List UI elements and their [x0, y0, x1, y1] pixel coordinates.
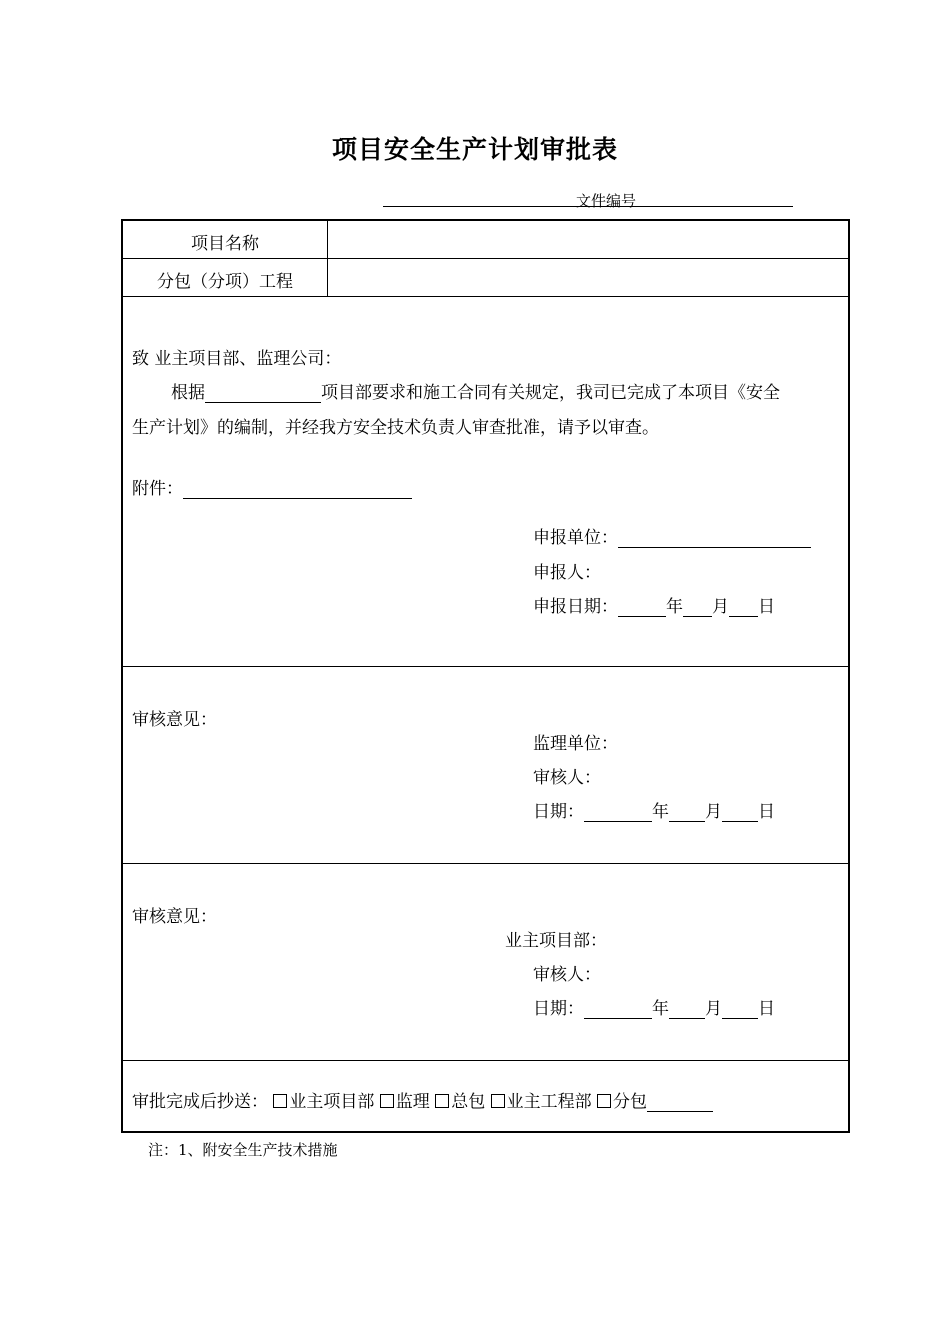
applicant-unit-label: 申报单位：	[533, 528, 618, 548]
footnote: 注：1、附安全生产技术措施	[148, 1141, 338, 1159]
owner-unit-label: 业主项目部：	[505, 931, 607, 951]
letter-body-line1	[171, 378, 780, 403]
body-prefix: 根据	[171, 383, 205, 403]
checkbox[interactable]	[435, 1094, 449, 1108]
checkbox[interactable]	[597, 1094, 611, 1108]
option-label: 业主工程部	[506, 1092, 592, 1112]
month-blank[interactable]	[669, 803, 705, 822]
supervisor-reviewer-label: 审核人：	[533, 768, 601, 788]
apply-date-line	[533, 592, 775, 617]
year-blank[interactable]	[584, 1000, 652, 1019]
row-divider	[123, 1060, 848, 1061]
applicant-person-label: 申报人：	[533, 563, 601, 583]
applicant-unit-line	[533, 523, 811, 548]
doc-number-field[interactable]	[383, 190, 793, 210]
supervisor-date-line	[533, 797, 775, 822]
owner-opinion-label: 审核意见：	[132, 907, 217, 927]
year-blank[interactable]	[584, 803, 652, 822]
month-label: 月	[712, 597, 729, 617]
project-name-field[interactable]	[329, 222, 849, 257]
letter-body-line2: 生产计划》的编制，并经我方安全技术负责人审查批准，请予以审查。	[132, 418, 659, 438]
row-divider	[123, 258, 848, 259]
day-label: 日	[758, 597, 775, 617]
subcontract-field[interactable]	[329, 260, 849, 295]
option-label: 监理	[395, 1092, 430, 1112]
day-label: 日	[758, 999, 775, 1019]
doc-number-label: 文件编号	[576, 192, 637, 210]
distribution-option-general-contractor[interactable]	[435, 1092, 485, 1112]
month-blank[interactable]	[683, 598, 712, 617]
distribution-option-owner-engineering[interactable]	[491, 1092, 592, 1112]
month-blank[interactable]	[669, 1000, 705, 1019]
subcontract-label: 分包（分项）工程	[157, 272, 293, 292]
year-label: 年	[652, 802, 669, 822]
year-label: 年	[652, 999, 669, 1019]
attachment-line	[132, 474, 412, 499]
department-blank[interactable]	[205, 384, 321, 403]
apply-date-label: 申报日期：	[533, 597, 618, 617]
distribution-option-subcontract[interactable]	[597, 1092, 713, 1112]
day-label: 日	[758, 802, 775, 822]
checkbox[interactable]	[273, 1094, 287, 1108]
date-label: 日期：	[533, 802, 584, 822]
option-label: 总包	[451, 1092, 486, 1112]
subcontract-blank[interactable]	[647, 1093, 713, 1112]
checkbox[interactable]	[380, 1094, 394, 1108]
option-label: 分包	[613, 1092, 648, 1112]
row-divider	[123, 863, 848, 864]
approval-table	[121, 219, 850, 1133]
attachment-label: 附件：	[132, 479, 183, 499]
checkbox[interactable]	[491, 1094, 505, 1108]
day-blank[interactable]	[722, 1000, 758, 1019]
date-label: 日期：	[533, 999, 584, 1019]
owner-date-line	[533, 994, 775, 1019]
supervisor-opinion-label: 审核意见：	[132, 710, 217, 730]
day-blank[interactable]	[729, 598, 758, 617]
distribution-option-supervisor[interactable]	[380, 1092, 430, 1112]
year-label: 年	[666, 597, 683, 617]
owner-reviewer-label: 审核人：	[533, 965, 601, 985]
year-blank[interactable]	[618, 598, 666, 617]
distribution-line	[132, 1087, 713, 1112]
month-label: 月	[705, 999, 722, 1019]
column-divider	[327, 221, 328, 296]
option-label: 业主项目部	[289, 1092, 375, 1112]
row-divider	[123, 666, 848, 667]
distribution-label: 审批完成后抄送：	[132, 1092, 268, 1112]
row-divider	[123, 296, 848, 297]
distribution-option-owner-dept[interactable]	[273, 1092, 374, 1112]
applicant-unit-blank[interactable]	[618, 529, 811, 548]
salutation: 致 业主项目部、监理公司：	[132, 349, 342, 369]
supervisor-unit-label: 监理单位：	[533, 734, 618, 754]
project-name-label: 项目名称	[191, 234, 259, 254]
month-label: 月	[705, 802, 722, 822]
day-blank[interactable]	[722, 803, 758, 822]
body-line1-suffix: 项目部要求和施工合同有关规定，我司已完成了本项目《安全	[321, 383, 780, 403]
page-title: 项目安全生产计划审批表	[331, 135, 618, 164]
attachment-blank[interactable]	[183, 480, 412, 499]
